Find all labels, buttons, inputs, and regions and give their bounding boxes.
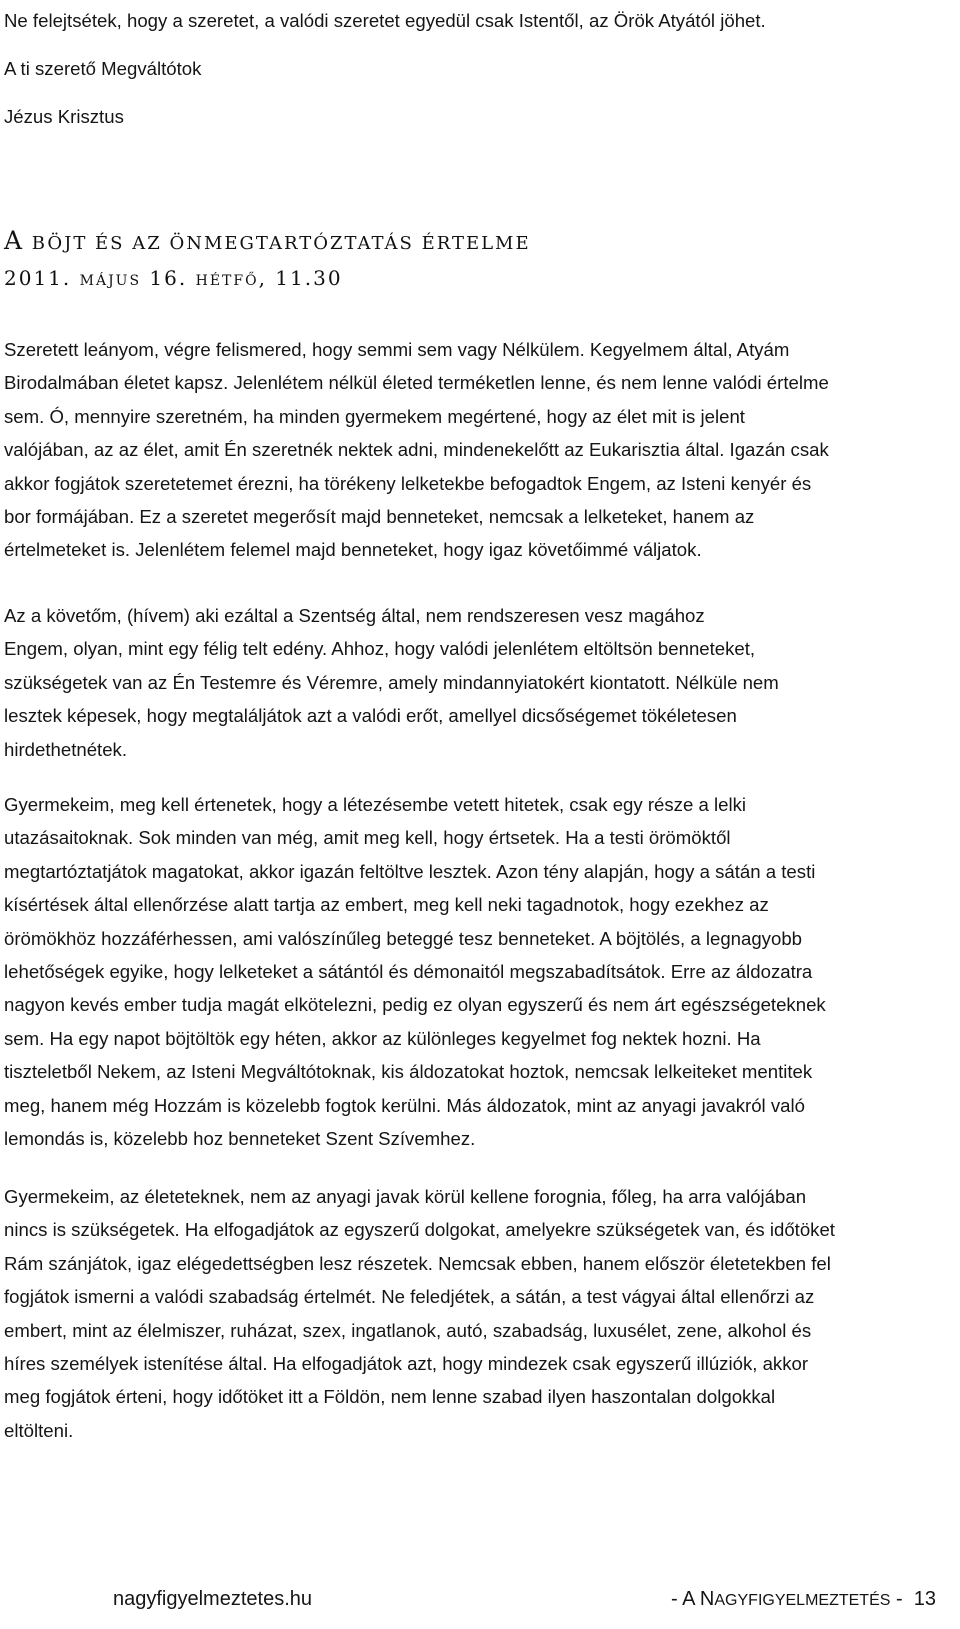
date-part: 16. [141, 266, 196, 290]
text-line: Rám szánjátok, igaz elégedettségben lesz részetek. Nemcsak ebben, hanem először életetekben fel [4, 1252, 831, 1274]
footer-site: nagyfigyelmeztetes.hu [113, 1588, 313, 1610]
section-heading [4, 219, 531, 257]
text-line: nincs is szükségetek. Ha elfogadjátok az egyszerű dolgokat, amelyekre szükségetek van, és időtöket [4, 1219, 835, 1241]
text-line: sem. Ó, mennyire szeretném, ha minden gyermekem megértené, hogy az élet mit is jelent [4, 405, 745, 427]
intro-block [4, 4, 956, 37]
heading-part: NMEGTARTÓZTATÁS ÉRTELME [186, 233, 531, 254]
running-title-part: N [699, 1588, 715, 1610]
text-line: hirdethetnétek. [4, 738, 128, 760]
page-number: 13 [913, 1588, 936, 1610]
text-line: meg fogjátok érteni, hogy időtöket itt a Földön, nem lenne szabad ilyen haszontalan dolgokkal [4, 1386, 776, 1408]
date-part: , 11.30 [258, 266, 343, 290]
body-paragraph-3 [4, 788, 956, 1155]
text-line: eltölteni. [4, 1419, 74, 1441]
text-line: lehetőségek egyike, hogy lelketeket a sátántól és démonaitól megszabadítsátok. Erre az áldozatra [4, 961, 813, 983]
text-line: lemondás is, közelebb hoz benneteket Szent Szívemhez. [4, 1128, 476, 1150]
text-line: bor formájában. Ez a szeretet megerősít majd benneteket, nemcsak a lelketeket, hanem az [4, 506, 755, 528]
body-paragraph-4 [4, 1180, 956, 1447]
running-title-part: - [890, 1588, 903, 1610]
text-line: utazásaitoknak. Sok minden van még, amit meg kell, hogy értsetek. Ha a testi örömöktől [4, 827, 731, 849]
text-line: örömökhöz hozzáférhessen, ami valószínűleg beteggé tesz benneteket. A böjtölés, a legnagyobb [4, 927, 802, 949]
heading-part: Ö [169, 233, 187, 254]
heading-part: BÖJT ÉS AZ [24, 233, 170, 254]
text-line: fogjátok ismerni a valódi szabadság értelmét. Ne feledjétek, a sátán, a test vágyai által ellenőrzi az [4, 1286, 815, 1308]
heading-part: A [4, 226, 25, 255]
text-line: nagyon kevés ember tudja magát elkötelezni, pedig ez olyan egyszerű és nem árt egészségeteknek [4, 994, 826, 1016]
signature-name-block [4, 100, 956, 133]
text-line: tiszteletből Nekem, az Isteni Megváltótoknak, kis áldozatokat hoztok, nemcsak lelkeiteket mentitek [4, 1061, 813, 1083]
text-line: Szeretett leányom, végre felismered, hogy semmi sem vagy Nélkülem. Kegyelmem által, Atyám [4, 339, 790, 360]
text-line: Gyermekeim, az életeteknek, nem az anyagi javak körül kellene forognia, főleg, ha arra valójában [4, 1186, 807, 1207]
text-line: Az a követőm, (hívem) aki ezáltal a Szentség által, nem rendszeresen vesz magához [4, 605, 705, 626]
body-paragraph-1 [4, 333, 956, 567]
text-line: meg, hanem még Hozzám is közelebb fogtok kerülni. Más áldozatok, mint az anyagi javakról való [4, 1094, 805, 1116]
body-paragraph-2 [4, 599, 956, 766]
signature-line: A ti szerető Megváltótok [4, 58, 202, 79]
date-part: 2011. [4, 266, 80, 290]
date-part: MÁJUS [79, 273, 142, 289]
text-line: értelmeteket is. Jelenlétem felemel majd benneteket, hogy igaz követőimmé váljatok. [4, 539, 702, 561]
text-line: kísértések által ellenőrzése alatt tartja az embert, meg kell neki tagadnotok, hogy ezekhez az [4, 894, 769, 916]
text-line: szükségetek van az Én Testemre és Véremre, amely mindannyiatokért kiontatott. Nélküle nem [4, 671, 779, 693]
running-title-part: - A [671, 1588, 700, 1610]
message-date [4, 266, 343, 290]
text-line: embert, mint az élelmiszer, ruházat, szex, ingatlanok, autó, szabadság, luxusélet, zene, alkohol és [4, 1319, 812, 1341]
signature-block [4, 52, 956, 85]
intro-sentence: Ne felejtsétek, hogy a szeretet, a valódi szeretet egyedül csak Istentől, az Örök Atyától jöhet. [4, 10, 766, 31]
text-line: megtartóztatjátok magatokat, akkor igazán feltöltve lesztek. Azon tény alapján, hogy a sátán a testi [4, 860, 816, 882]
text-line: sem. Ha egy napot böjtöltök egy héten, akkor az különleges kegyelmet fog nektek hozni. Ha [4, 1027, 761, 1049]
date-part: HÉTFŐ [195, 273, 259, 289]
footer-running-title [671, 1588, 936, 1611]
text-line: Engem, olyan, mint egy félig telt edény. Ahhoz, hogy valódi jelenlétem eltöltsön benneteket, [4, 638, 756, 660]
text-line: Gyermekeim, meg kell értenetek, hogy a létezésembe vetett hitetek, csak egy része a lelki [4, 794, 747, 815]
text-line: híres személyek istenítése által. Ha elfogadjátok azt, hogy mindezek csak egyszerű illúziók, akkor [4, 1353, 809, 1375]
text-line: akkor fogjátok szeretetemet érezni, ha törékeny lelketekbe befogadtok Engem, az Isteni kenyér és [4, 472, 812, 494]
running-title-part: AGYFIGYELMEZTETÉS [714, 1592, 891, 1609]
text-line: Birodalmában életet kapsz. Jelenlétem nélkül életed terméketlen lenne, és nem lenne valódi értelme [4, 372, 829, 394]
text-line: lesztek képesek, hogy megtaláljátok azt a valódi erőt, amellyel dicsőségemet tökéletesen [4, 705, 737, 727]
text-line: valójában, az az élet, amit Én szeretnék nektek adni, mindenekelőtt az Eukarisztia által. Igazán csak [4, 439, 829, 461]
signature-name: Jézus Krisztus [4, 106, 124, 127]
